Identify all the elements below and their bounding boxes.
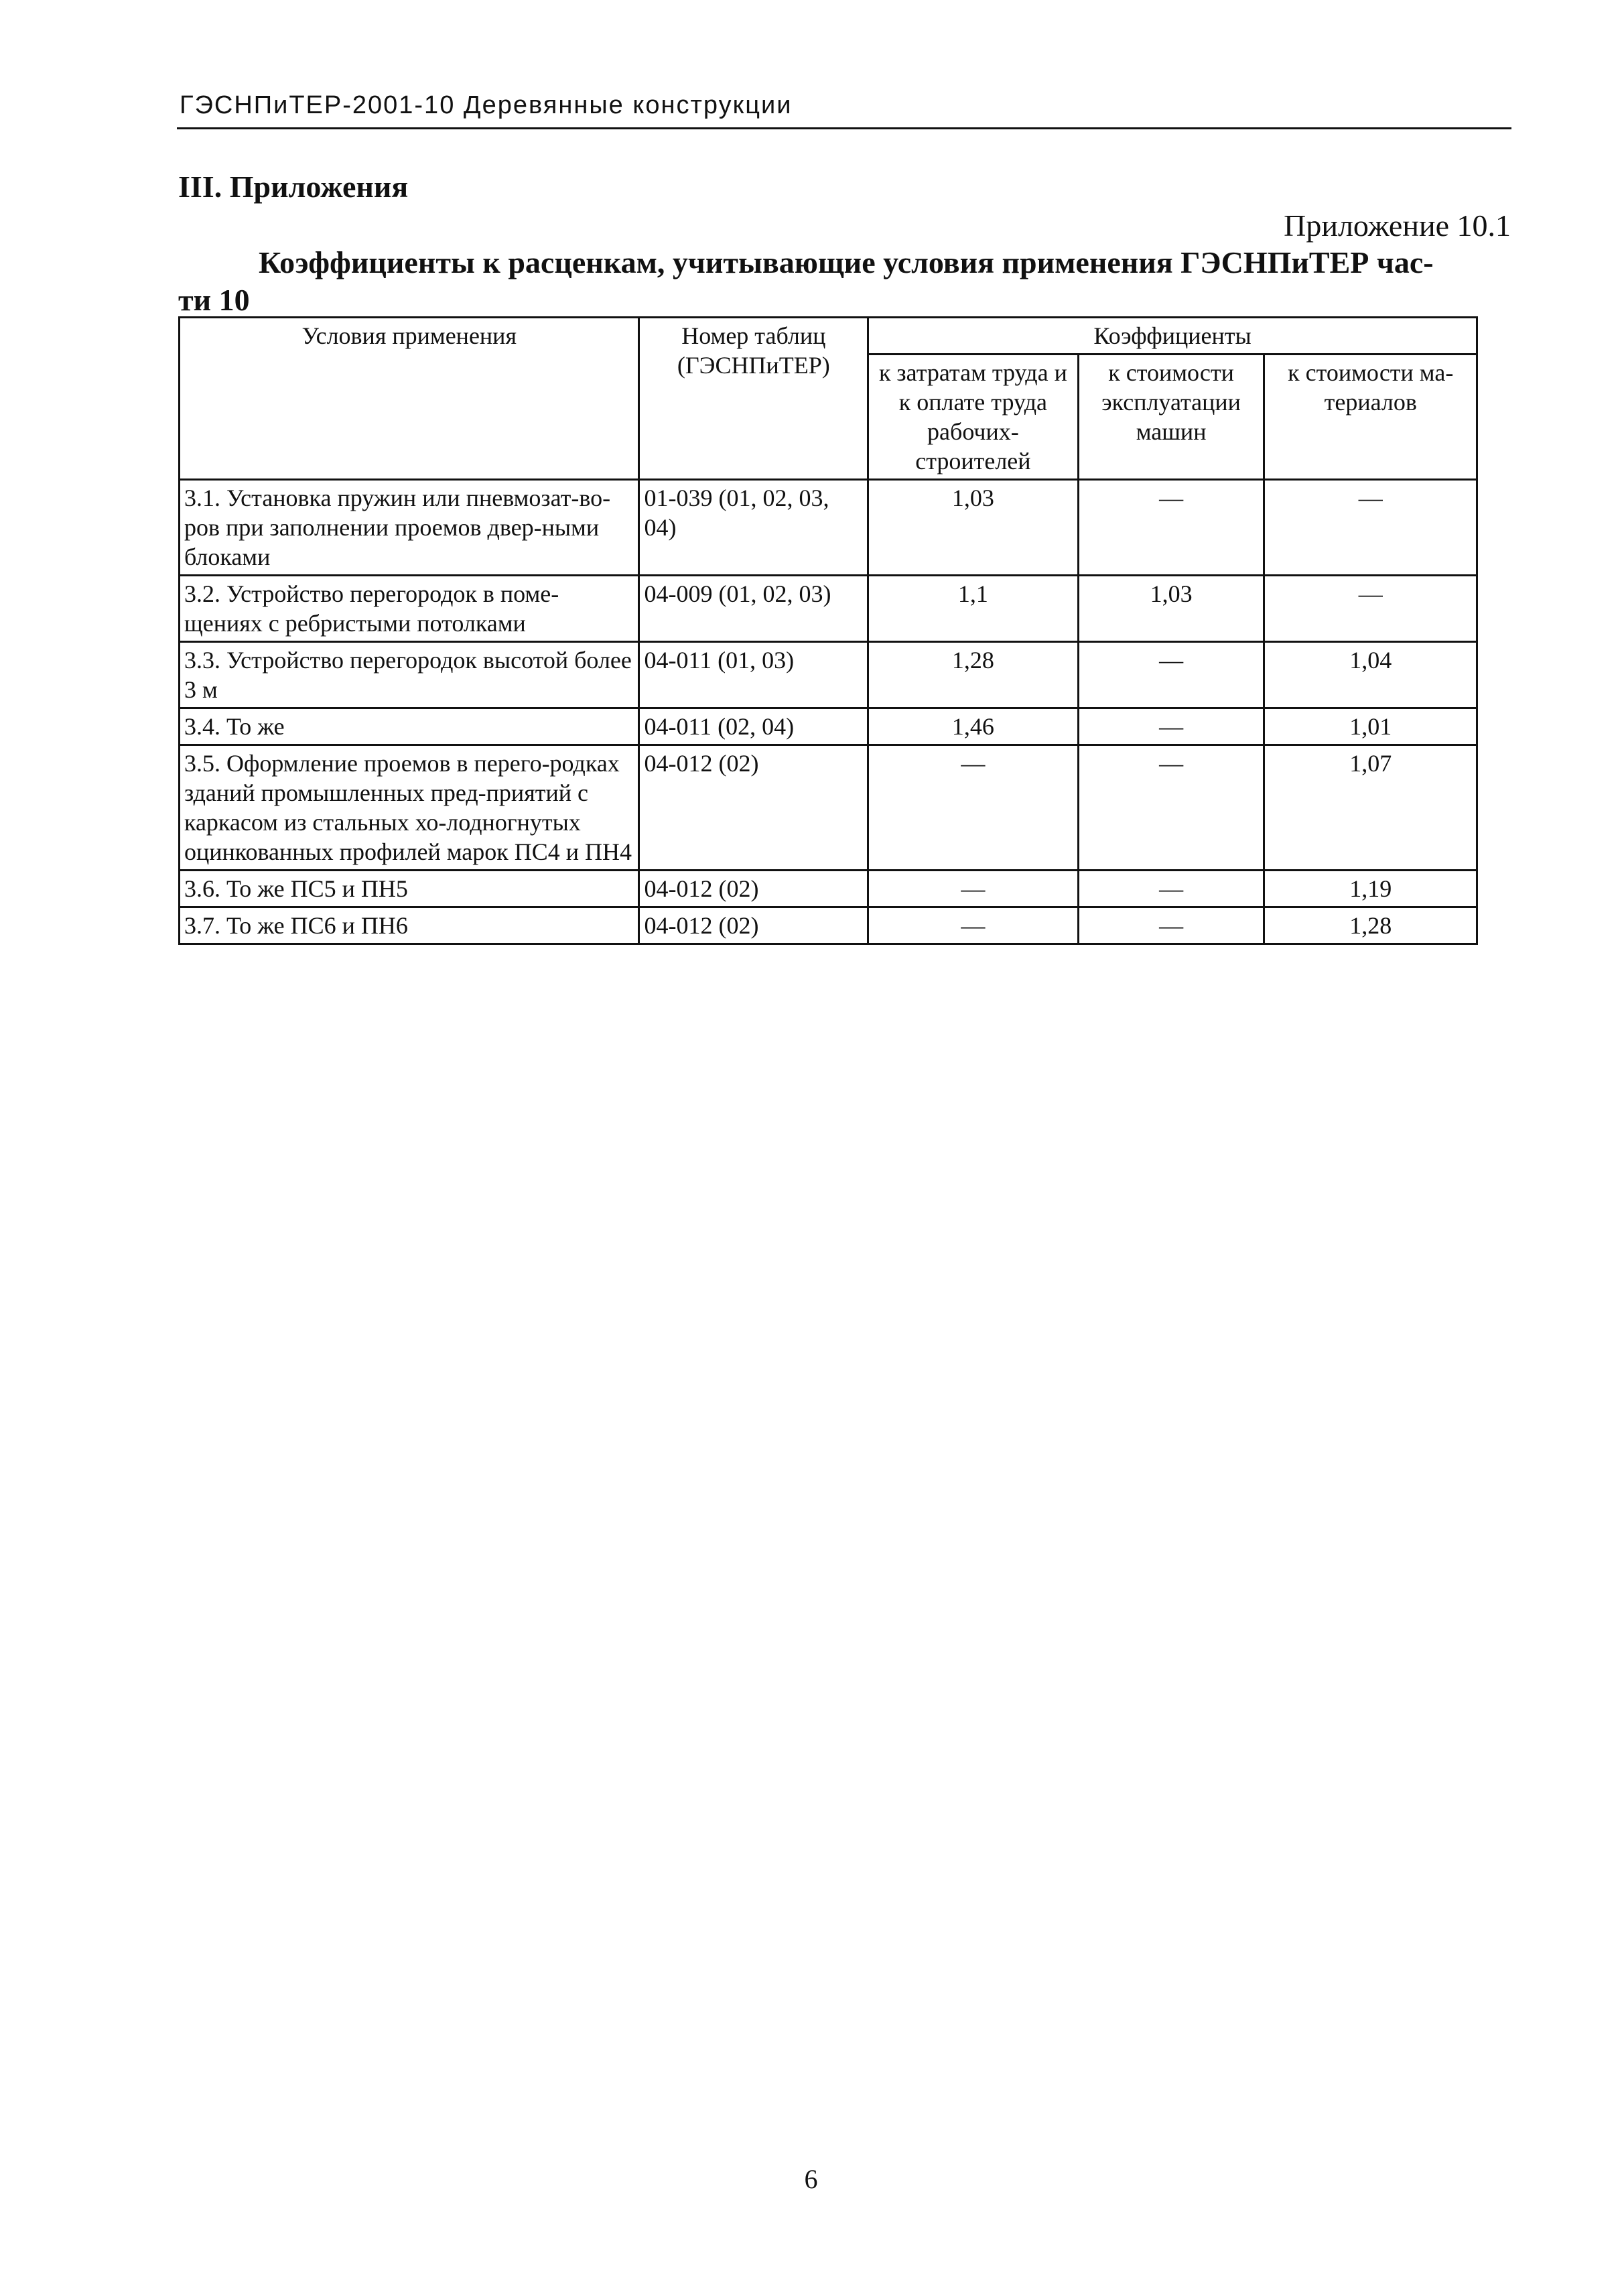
machines-coefficient-cell: — xyxy=(1078,642,1264,708)
condition-cell: 3.7. То же ПС6 и ПН6 xyxy=(180,907,639,944)
table-number-cell: 04-011 (02, 04) xyxy=(639,708,868,745)
materials-coefficient-cell: 1,28 xyxy=(1264,907,1477,944)
labor-coefficient-cell: — xyxy=(868,871,1079,907)
table-number-cell: 04-012 (02) xyxy=(639,745,868,871)
document-title xyxy=(178,244,1505,319)
header-machines: к стоимости эксплуатации машин xyxy=(1078,355,1264,480)
table-row xyxy=(180,708,1477,745)
machines-coefficient-cell: — xyxy=(1078,745,1264,871)
header-rule xyxy=(177,127,1511,129)
labor-coefficient-cell: 1,03 xyxy=(868,480,1079,576)
machines-coefficient-cell: — xyxy=(1078,871,1264,907)
materials-coefficient-cell: — xyxy=(1264,480,1477,576)
table-row xyxy=(180,745,1477,871)
labor-coefficient-cell: 1,46 xyxy=(868,708,1079,745)
running-header: ГЭСНПиТЕР-2001-10 Деревянные конструкции xyxy=(180,91,793,119)
header-labor: к затратам труда и к оплате труда рабочих-строителей xyxy=(868,355,1079,480)
document-title-line-1: Коэффициенты к расценкам, учитывающие условия применения ГЭСНПиТЕР час- xyxy=(259,245,1434,279)
page-number: 6 xyxy=(804,2164,818,2194)
table-row xyxy=(180,576,1477,642)
document-title-line-2: ти 10 xyxy=(178,283,250,317)
machines-coefficient-cell: — xyxy=(1078,708,1264,745)
materials-coefficient-cell: 1,07 xyxy=(1264,745,1477,871)
header-coefficients: Коэффициенты xyxy=(868,318,1477,355)
header-table-number: Номер таблиц (ГЭСНПиТЕР) xyxy=(639,318,868,480)
materials-coefficient-cell: 1,19 xyxy=(1264,871,1477,907)
condition-cell: 3.1. Установка пружин или пневмозат-во-ров при заполнении проемов двер-ными блоками xyxy=(180,480,639,576)
materials-coefficient-cell: 1,01 xyxy=(1264,708,1477,745)
machines-coefficient-cell: — xyxy=(1078,480,1264,576)
machines-coefficient-cell: 1,03 xyxy=(1078,576,1264,642)
table-row xyxy=(180,480,1477,576)
labor-coefficient-cell: — xyxy=(868,907,1079,944)
coefficients-table xyxy=(178,316,1478,945)
appendix-label: Приложение 10.1 xyxy=(1284,208,1511,243)
condition-cell: 3.4. То же xyxy=(180,708,639,745)
machines-coefficient-cell: — xyxy=(1078,907,1264,944)
labor-coefficient-cell: — xyxy=(868,745,1079,871)
table-row xyxy=(180,642,1477,708)
table-number-cell: 04-012 (02) xyxy=(639,871,868,907)
table-number-cell: 01-039 (01, 02, 03, 04) xyxy=(639,480,868,576)
materials-coefficient-cell: 1,04 xyxy=(1264,642,1477,708)
condition-cell: 3.6. То же ПС5 и ПН5 xyxy=(180,871,639,907)
condition-cell: 3.3. Устройство перегородок высотой более 3 м xyxy=(180,642,639,708)
table-number-cell: 04-011 (01, 03) xyxy=(639,642,868,708)
header-materials: к стоимости ма-териалов xyxy=(1264,355,1477,480)
table-row xyxy=(180,907,1477,944)
labor-coefficient-cell: 1,1 xyxy=(868,576,1079,642)
section-title: III. Приложения xyxy=(178,170,409,204)
table-row xyxy=(180,871,1477,907)
condition-cell: 3.2. Устройство перегородок в поме-щениях с ребристыми потолками xyxy=(180,576,639,642)
table-number-cell: 04-012 (02) xyxy=(639,907,868,944)
labor-coefficient-cell: 1,28 xyxy=(868,642,1079,708)
header-conditions: Условия применения xyxy=(180,318,639,480)
table-number-cell: 04-009 (01, 02, 03) xyxy=(639,576,868,642)
table-header-row xyxy=(180,318,1477,355)
condition-cell: 3.5. Оформление проемов в перего-родках зданий промышленных пред-приятий с каркасом из стальных хо-лодногнутых оцинкованных профилей марок ПС4 и ПН4 xyxy=(180,745,639,871)
materials-coefficient-cell: — xyxy=(1264,576,1477,642)
